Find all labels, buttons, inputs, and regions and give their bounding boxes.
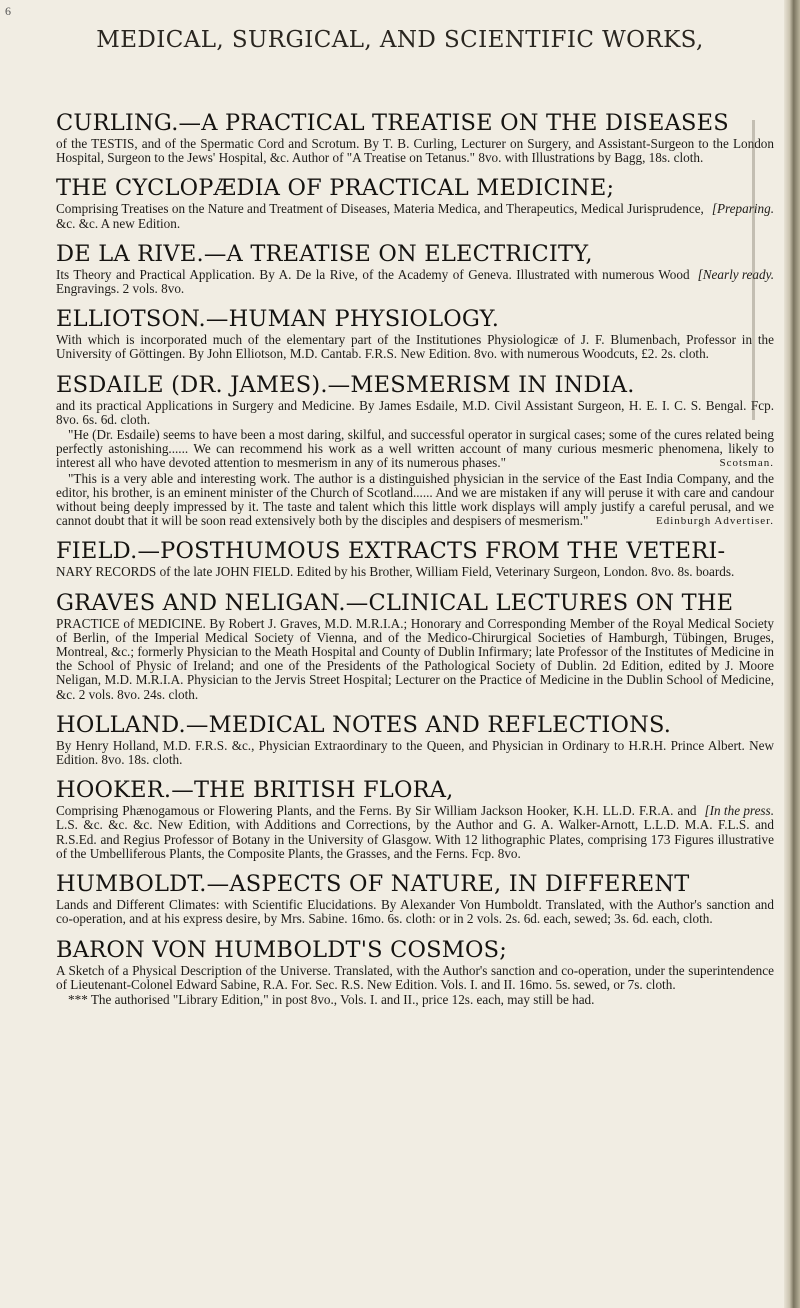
entry-heading: HOOKER.—THE BRITISH FLORA,	[56, 777, 454, 804]
catalogue-entries	[56, 110, 774, 1017]
paragraph-text: and its practical Applications in Surgery and Medicine. By James Esdaile, M.D. Civil Assistant Surgeon, H. E. I. C. S. Bengal. Fcp. 8vo. 6s. 6d. cloth.	[56, 397, 774, 427]
catalogue-entry	[56, 175, 774, 230]
review-source: Edinburgh Advertiser.	[656, 515, 774, 528]
catalogue-entry	[56, 712, 774, 767]
entry-heading: DE LA RIVE.—A TREATISE ON ELECTRICITY,	[56, 240, 593, 267]
margin-rule	[752, 120, 755, 420]
entry-heading: BARON VON HUMBOLDT'S COSMOS;	[56, 936, 508, 963]
paragraph-text: With which is incorporated much of the elementary part of the Institutiones Physiologicæ of J. F. Blumenbach, Professor in the University of Göttingen. By John Elliotson, M.D. Cantab. F.R.S. New Edition. 8vo. with numerous Woodcuts, £2. 2s. cloth.	[56, 332, 774, 362]
entry-paragraph	[56, 268, 774, 296]
running-head: MEDICAL, SURGICAL, AND SCIENTIFIC WORKS,	[96, 27, 704, 53]
catalogue-entry	[56, 590, 774, 702]
entry-paragraph	[56, 993, 774, 1007]
entry-paragraph	[56, 898, 774, 926]
paragraph-text: of the TESTIS, and of the Spermatic Cord and Scrotum. By T. B. Curling, Lecturer on Surgery, and Assistant-Surgeon to the London Hospital, Surgeon to the Jews' Hospital, &c. Author of "A Treatise on Tetanus." 8vo. with Illustrations by Bagg, 18s. cloth.	[56, 136, 774, 166]
entry-paragraph	[56, 804, 774, 861]
page-edge	[784, 0, 800, 1308]
paragraph-text: Lands and Different Climates: with Scientific Elucidations. By Alexander Von Humboldt. Translated, with the Author's sanction and co-operation, and at his express desire, by Mrs. Sabine. 16mo. 6s. cloth: or in 2 vols. 2s. 6d. each, sewed; 3s. 6d. each, cloth.	[56, 897, 774, 927]
paragraph-text: PRACTICE of MEDICINE. By Robert J. Graves, M.D. M.R.I.A.; Honorary and Corresponding Member of the Royal Medical Society of Berlin, of the Imperial Medical Society of Vienna, and of the Medico-Chirurgical Societies of Hamburgh, Tübingen, Bruges, Montreal, &c.; formerly Physician to the Meath Hospital and County of Dublin Infirmary; late Professor of the Institutes of Medicine in the School of Physic of Ireland; and one of the Presidents of the Pathological Society of Dublin. 2d Edition, edited by J. Moore Neligan, M.D. M.R.I.A. Physician to the Jervis Street Hospital; Lecturer on the Practice of Medicine in the Dublin School of Medicine, &c. 2 vols. 8vo. 24s. cloth.	[56, 615, 774, 702]
catalogue-entry	[56, 372, 774, 529]
catalogue-entry	[56, 538, 774, 579]
entry-heading: THE CYCLOPÆDIA OF PRACTICAL MEDICINE;	[56, 175, 615, 202]
paragraph-text: Comprising Treatises on the Nature and Treatment of Diseases, Materia Medica, and Therapeutics, Medical Jurisprudence, &c. &c. A new Edition.	[56, 201, 704, 231]
entry-heading: HOLLAND.—MEDICAL NOTES AND REFLECTIONS.	[56, 711, 672, 738]
paragraph-text: "He (Dr. Esdaile) seems to have been a most daring, skilful, and successful operator in surgical cases; some of the cures related being perfectly astonishing...... We can recommend his work as a well written account of many curious mesmeric phenomena, likely to interest all who have devoted attention to mesmerism in any of its numerous phases."	[56, 427, 774, 471]
page-number: 6	[5, 4, 11, 18]
entry-heading: ELLIOTSON.—HUMAN PHYSIOLOGY.	[56, 306, 500, 333]
catalogue-entry	[56, 937, 774, 1008]
paragraph-text: "This is a very able and interesting work. The author is a distinguished physician in the service of the East India Company, and the editor, his brother, is an eminent minister of the Church of Scotland...... And we are mistaken if any will peruse it with care and candour without being deeply impressed by it. The taste and talent which this little work displays will amply justify a careful perusal, and we cannot doubt that it will be soon read extensively both by the disciples and despisers of mesmerism."	[56, 470, 774, 529]
catalogue-entry	[56, 306, 774, 361]
paragraph-text: By Henry Holland, M.D. F.R.S. &c., Physician Extraordinary to the Queen, and Physician in Ordinary to H.R.H. Prince Albert. New Edition. 8vo. 18s. cloth.	[56, 737, 774, 768]
entry-paragraph	[56, 617, 774, 702]
paragraph-text: *** The authorised "Library Edition," in post 8vo., Vols. I. and II., price 12s. each, may still be had.	[68, 991, 595, 1007]
entry-paragraph	[56, 399, 774, 427]
entry-heading: CURLING.—A PRACTICAL TREATISE ON THE DISEASES	[56, 110, 729, 136]
review-source: Scotsman.	[719, 457, 774, 470]
paragraph-text: NARY RECORDS of the late JOHN FIELD. Edited by his Brother, William Field, Veterinary Surgeon, London. 8vo. 8s. boards.	[56, 564, 735, 580]
entry-heading: GRAVES AND NELIGAN.—CLINICAL LECTURES ON THE	[56, 589, 734, 616]
entry-paragraph	[56, 739, 774, 767]
entry-heading: FIELD.—POSTHUMOUS EXTRACTS FROM THE VETERI-	[56, 538, 726, 565]
catalogue-entry	[56, 871, 774, 926]
entry-heading: ESDAILE (DR. JAMES).—MESMERISM IN INDIA.	[56, 371, 635, 398]
paragraph-text: A Sketch of a Physical Description of the Universe. Translated, with the Author's sanction and co-operation, under the superintendence of Lieutenant-Colonel Edward Sabine, R.A. For. Sec. R.S. New Edition. Vols. I. and II. 16mo. 5s. sewed, or 7s. cloth.	[56, 962, 774, 992]
entry-heading: HUMBOLDT.—ASPECTS OF NATURE, IN DIFFERENT	[56, 871, 690, 898]
entry-paragraph	[56, 565, 774, 579]
publication-status: [Nearly ready.	[697, 266, 774, 282]
entry-paragraph	[56, 137, 774, 165]
entry-paragraph	[56, 472, 774, 529]
entry-paragraph	[56, 428, 774, 471]
catalogue-entry	[56, 110, 774, 165]
entry-paragraph	[56, 333, 774, 361]
catalogue-entry	[56, 777, 774, 861]
publication-status: [Preparing.	[711, 201, 774, 217]
publication-status: [In the press.	[704, 803, 774, 819]
catalogue-entry	[56, 241, 774, 296]
paragraph-text: Its Theory and Practical Application. By A. De la Rive, of the Academy of Geneva. Illustrated with numerous Wood Engravings. 2 vols. 8vo.	[56, 266, 690, 297]
entry-paragraph	[56, 202, 774, 230]
entry-paragraph	[56, 964, 774, 992]
paragraph-text: Comprising Phænogamous or Flowering Plants, and the Ferns. By Sir William Jackson Hooker, K.H. LL.D. F.R.A. and L.S. &c. &c. &c. New Edition, with Additions and Corrections, by the Author and G. A. Walker-Arnott, L.L.D. M.A. F.L.S. and R.S.Ed. and Regius Professor of Botany in the University of Glasgow. With 12 lithographic Plates, comprising 173 Figures illustrative of the Umbelliferous Plants, the Composite Plants, the Grasses, and the Ferns. Fcp. 8vo.	[56, 803, 774, 861]
